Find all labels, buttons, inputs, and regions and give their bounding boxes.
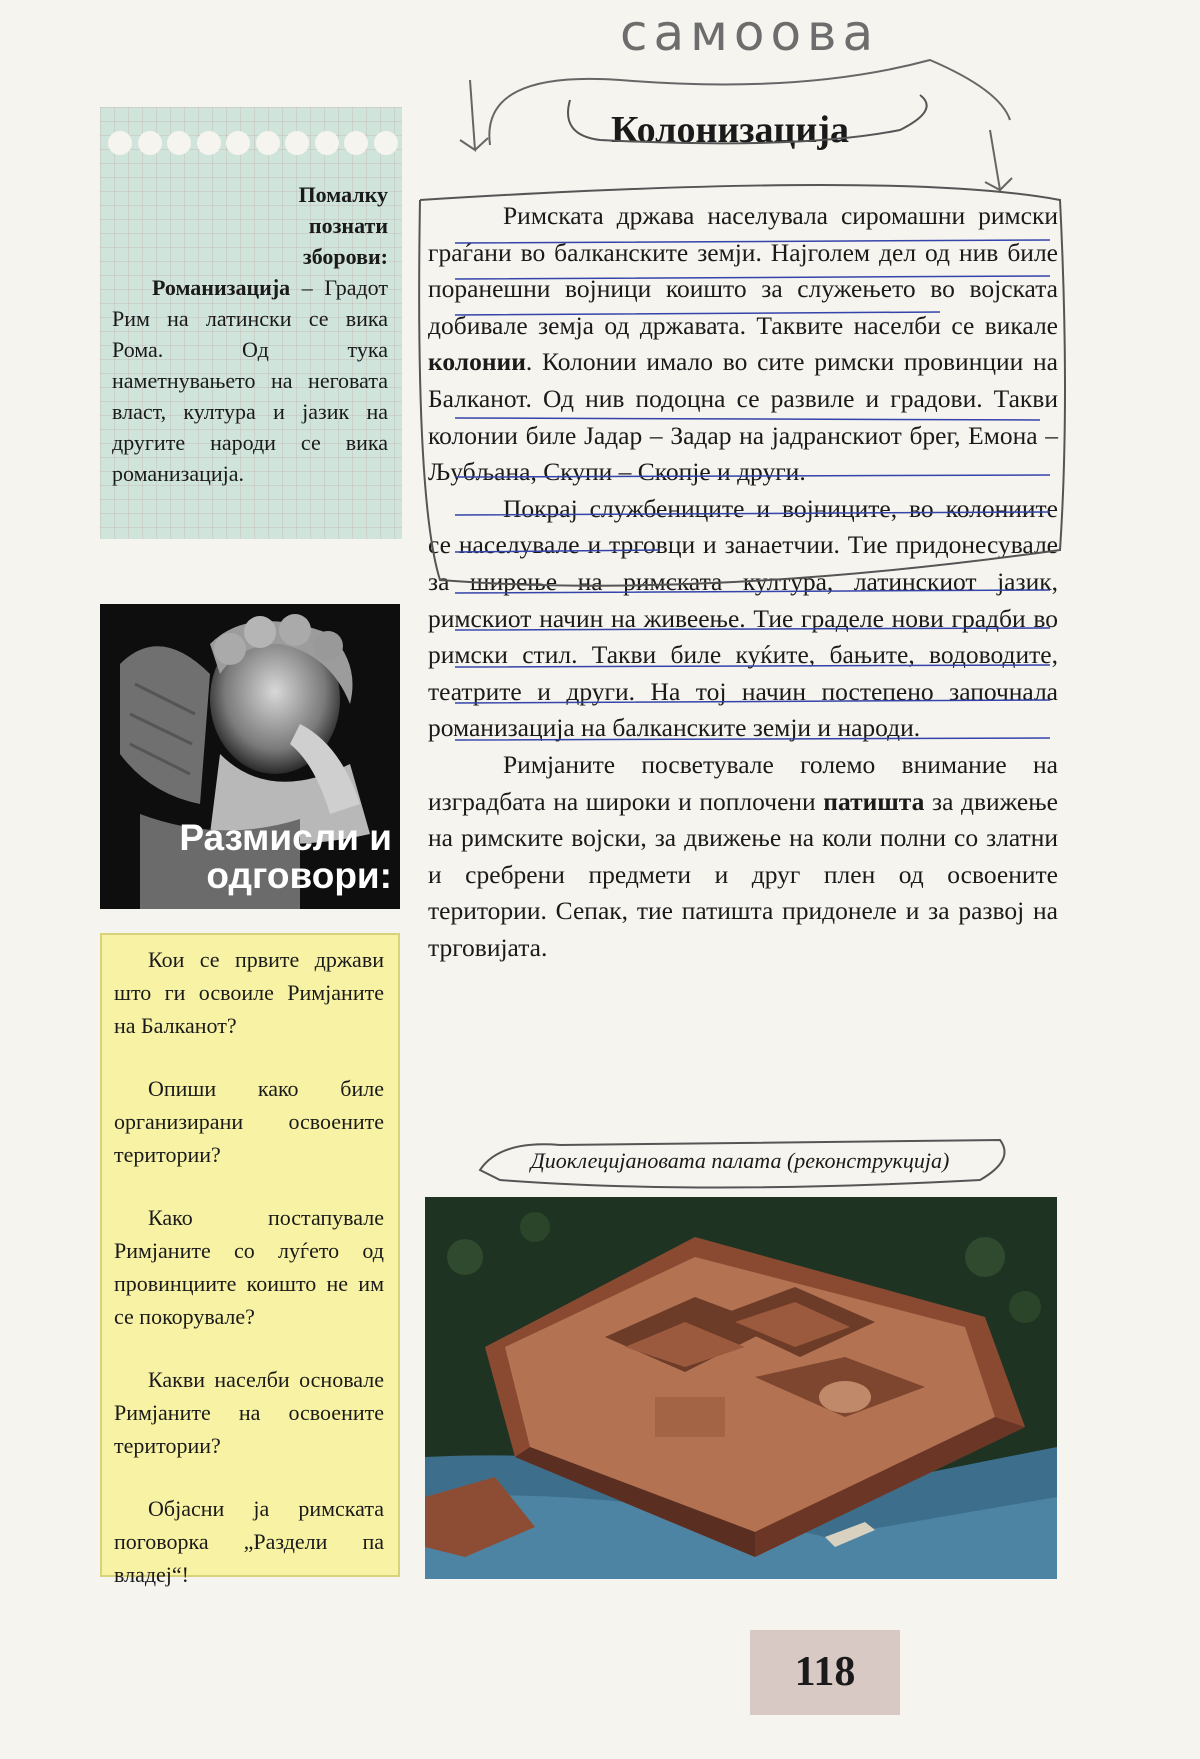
page-number: 118 (750, 1630, 900, 1715)
bold-term-roads: патишта (823, 786, 925, 816)
question-item: Како постапувале Римјаните со луѓето од провинциите коишто не им се покорувале? (114, 1205, 384, 1329)
paragraph-text: . Колонии имало во сите римски провинции на Балканот. Од нив подоцна се развиле и градови. Такви колонии биле Јадар – Задар на јадранскиот брег, Емона – Љубљана, Скупи – Скопје и други. (428, 347, 1058, 487)
chapter-title-wrap (575, 100, 885, 160)
paragraph-text: Римската држава населувала сиромашни римски граѓани во балканските земји. Најголем дел од нив биле поранешни војници коишто за служењето во војската добивале земја од државата. Таквите населби се викале (428, 201, 1058, 340)
notebook-holes (108, 131, 398, 157)
main-text (428, 198, 1058, 966)
paragraph-text: за движење на римските војски, за движење на коли полни со златни и сребрени предмети и друг плен од освоените територии. Сепак, тие патишта придонеле и за развој на трговијата. (428, 786, 1058, 962)
figure-caption: Диоклецијановата палата (реконструкција) (530, 1148, 950, 1173)
diocletian-palace-image (425, 1197, 1057, 1579)
vocabulary-definition (112, 272, 388, 489)
vocabulary-title: Помалку познати зборови: (298, 182, 388, 269)
think-and-answer-heading: Размисли и одговори: (179, 817, 392, 896)
paragraph-roads (428, 747, 1058, 967)
palace-illustration (425, 1197, 1057, 1579)
question-item: Опиши како биле организирани освоените територии? (114, 1076, 384, 1167)
vocabulary-definition-text: – Градот Рим на латински се вика Рома. Од тука наметнувањето на неговата власт, култура и јазик на другите народи се вика романизација. (112, 275, 388, 486)
vocabulary-box (100, 107, 402, 539)
paragraph-colonies (428, 198, 1058, 491)
bold-term-colonies: колонии (428, 347, 526, 377)
question-item: Какви населби основале Римјаните на освоените територии? (114, 1367, 384, 1458)
questions-box (100, 933, 400, 1587)
question-item: Објасни ја римската поговорка „Раздели па владеј“! (114, 1496, 384, 1587)
angel-statue-image (100, 604, 400, 909)
vocabulary-term: Романизација (152, 275, 291, 300)
question-item: Кои се првите држави што ги освоиле Римјаните на Балканот? (114, 947, 384, 1038)
chapter-title: Колонизација (611, 109, 849, 151)
handwritten-note: самоова (620, 4, 880, 62)
paragraph-romanization: Покрај службениците и војниците, во колониите се населувале и трговци и занаетчии. Тие придонесувале за ширење на римската култура, латинскиот јазик, римскиот начин на живеење. Тие граделе нови градби во римски стил. Такви биле куќите, бањите, водоводите, театрите и други. На тој начин постепено започнала романизација на балканските земји и народи. (428, 493, 1058, 743)
paragraph-text: Римјаните посветувале големо внимание на изградбата на широки и поплочени (428, 749, 1058, 816)
